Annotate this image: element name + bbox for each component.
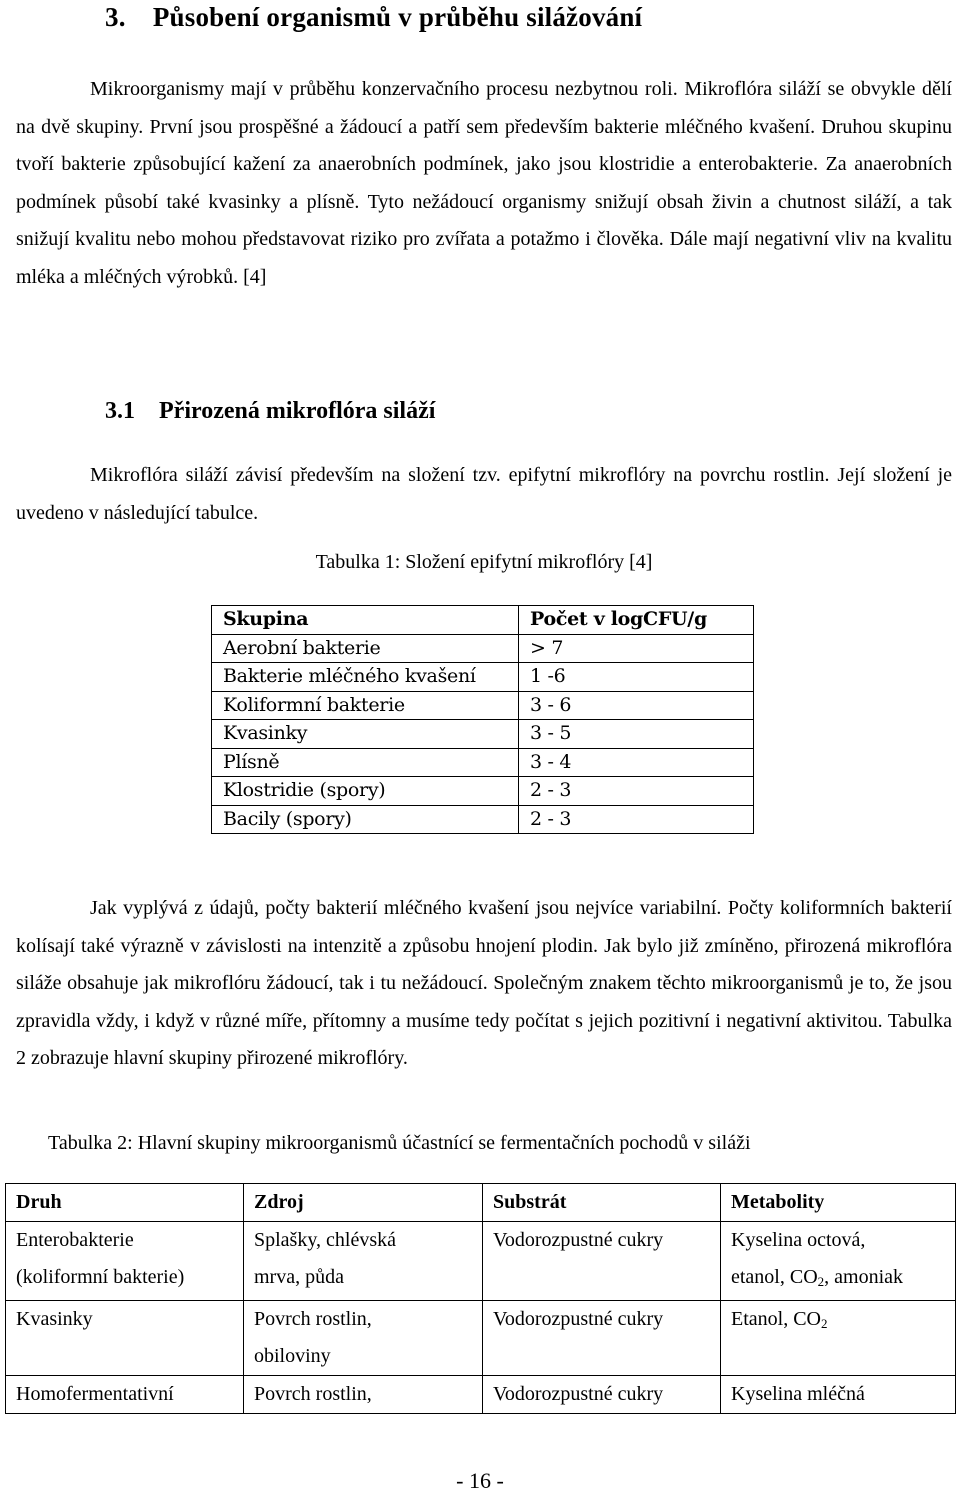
table2-cell: [721, 1222, 956, 1301]
table1-header-cell: Počet v logCFU/g: [519, 606, 754, 635]
table1-cell: Aerobní bakterie: [212, 634, 519, 663]
table2-row: [6, 1301, 956, 1376]
table2-cell: Vodorozpustné cukry: [483, 1376, 721, 1414]
table2-header-cell: Druh: [6, 1184, 244, 1222]
table1-cell: Koliformní bakterie: [212, 691, 519, 720]
cell-line: Povrch rostlin,: [254, 1308, 372, 1330]
table1-row: [212, 777, 754, 806]
subscript: 2: [817, 1274, 825, 1289]
table1-cell: Klostridie (spory): [212, 777, 519, 806]
subsection-heading: 3.1 Přirozená mikroflóra siláží: [105, 398, 436, 424]
table1-cell: > 7: [519, 634, 754, 663]
table1-cell: Bakterie mléčného kvašení: [212, 663, 519, 692]
table1-header-row: [212, 606, 754, 635]
table1-row: [212, 748, 754, 777]
cell-line: Kyselina octová,: [731, 1229, 866, 1251]
table2-cell: [6, 1301, 244, 1376]
section-heading: 3. Působení organismů v průběhu silážování: [105, 2, 643, 32]
page-number: - 16 -: [456, 1468, 504, 1493]
table1-cell: 3 - 4: [519, 748, 754, 777]
cell-line: obiloviny: [254, 1345, 331, 1367]
subscript: 2: [821, 1316, 828, 1331]
table2-header-cell: Metabolity: [721, 1184, 956, 1222]
table1-cell: Kvasinky: [212, 720, 519, 749]
table2-cell: Vodorozpustné cukry: [483, 1301, 721, 1376]
table1-cell: 1 -6: [519, 663, 754, 692]
cell-line: etanol, CO: [731, 1266, 818, 1288]
table1-row: [212, 663, 754, 692]
table2: [5, 1183, 956, 1414]
table2-header-row: [6, 1184, 956, 1222]
table1-cell: 3 - 6: [519, 691, 754, 720]
table1-caption: Tabulka 1: Složení epifytní mikroflóry [4]: [315, 551, 653, 573]
table2-cell: [721, 1301, 956, 1376]
cell-line: Povrch rostlin,: [254, 1383, 372, 1405]
subsection-paragraph: Mikroflóra siláží závisí především na složení tzv. epifytní mikroflóry na povrchu rostlin. Její složení je uvedeno v následující tabulce.: [16, 464, 952, 524]
table1-row: [212, 691, 754, 720]
table2-cell: [244, 1222, 483, 1301]
cell-line: (koliformní bakterie): [16, 1266, 185, 1288]
table1-header-cell: Skupina: [212, 606, 519, 635]
table2-cell: [721, 1376, 956, 1414]
cell-line: Homofermentativní: [16, 1383, 174, 1405]
cell-line: mrva, půda: [254, 1266, 344, 1288]
table1-cell: 2 - 3: [519, 805, 754, 834]
table1-cell: Bacily (spory): [212, 805, 519, 834]
table1-row: [212, 634, 754, 663]
table2-cell: [244, 1301, 483, 1376]
table1-row: [212, 720, 754, 749]
cell-line: Enterobakterie: [16, 1229, 134, 1251]
cell-line: Splašky, chlévská: [254, 1229, 397, 1251]
table2-cell: Vodorozpustné cukry: [483, 1222, 721, 1301]
table2-row: [6, 1222, 956, 1301]
table1-cell: 2 - 3: [519, 777, 754, 806]
table2-header-cell: Substrát: [483, 1184, 721, 1222]
cell-line: Kvasinky: [16, 1308, 93, 1330]
table2-cell: [6, 1222, 244, 1301]
table1: [211, 605, 754, 834]
table2-cell: [6, 1376, 244, 1414]
table1-cell: 3 - 5: [519, 720, 754, 749]
table1-cell: Plísně: [212, 748, 519, 777]
table2-header-cell: Zdroj: [244, 1184, 483, 1222]
table2-row: [6, 1376, 956, 1414]
cell-line: Etanol, CO: [731, 1308, 821, 1330]
cell-line: , amoniak: [824, 1266, 904, 1288]
section-paragraph: Mikroorganismy mají v průběhu konzervačního procesu nezbytnou roli. Mikroflóra siláží se obvykle dělí na dvě skupiny. První jsou prospěšné a žádoucí a patří sem především bakterie mléčného kvašení. Druhou skupinu tvoří bakterie způsobující kažení za anaerobních podmínek, jako jsou klostridie a enterobakterie. Za anaerobních podmínek působí také kvasinky a plísně. Tyto nežádoucí organismy snižují obsah živin a chutnost siláží, a tak snižují kvalitu nebo mohou představovat riziko pro zvířata a potažmo i člověka. Dále mají negativní vliv na kvalitu mléka a mléčných výrobků. [4]: [16, 78, 952, 288]
cell-line: Kyselina mléčná: [731, 1383, 865, 1405]
table2-cell: [244, 1376, 483, 1414]
analysis-paragraph: Jak vyplývá z údajů, počty bakterií mléčného kvašení jsou nejvíce variabilní. Počty koliformních bakterií kolísají také výrazně v závislosti na intenzitě a způsobu hnojení plodin. Jak bylo již zmíněno, přirozená mikroflóra siláže obsahuje jak mikroflóru žádoucí, tak i tu nežádoucí. Společným znakem těchto mikroorganismů je to, že jsou zpravidla vždy, i když v různé míře, přítomny a musíme tedy počítat s jejich pozitivní i negativní aktivitou. Tabulka 2 zobrazuje hlavní skupiny přirozené mikroflóry.: [16, 897, 952, 1069]
table1-row: [212, 805, 754, 834]
table2-caption: Tabulka 2: Hlavní skupiny mikroorganismů účastnící se fermentačních pochodů v siláži: [48, 1132, 751, 1154]
